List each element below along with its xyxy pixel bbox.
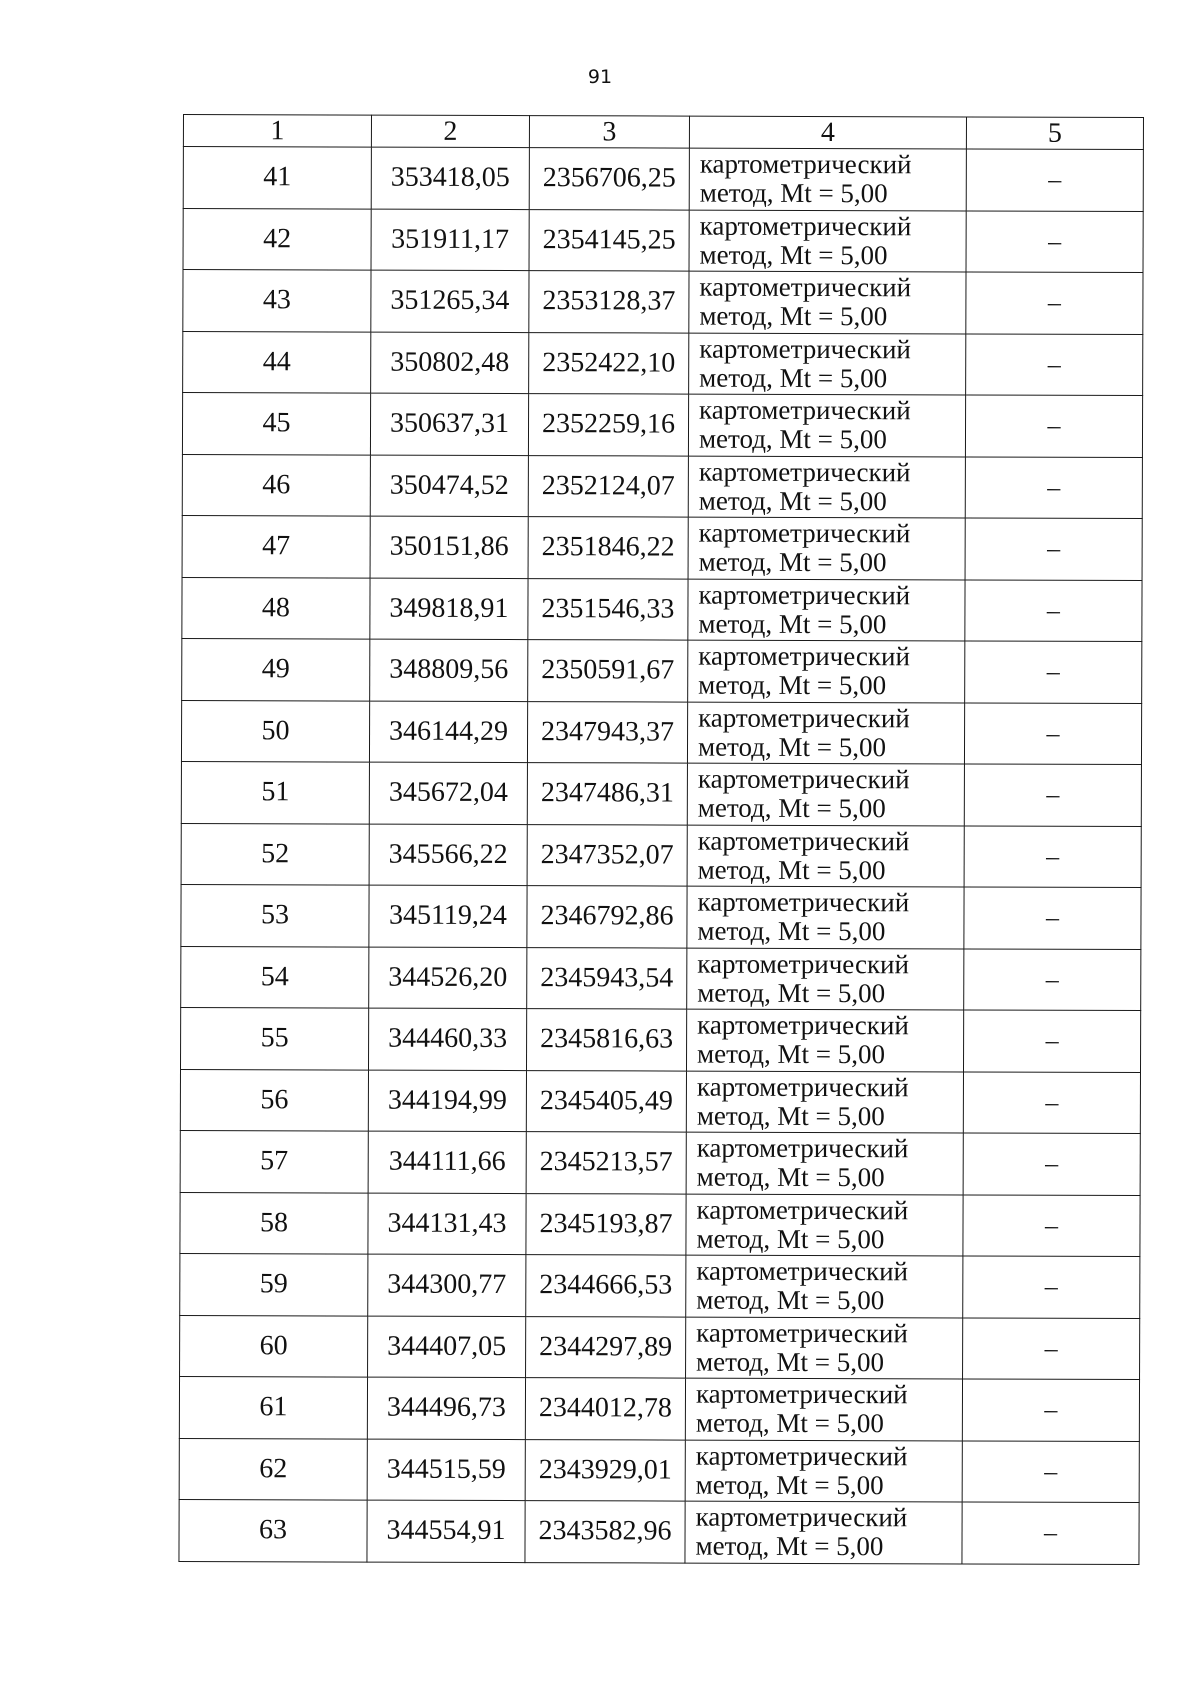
method-text-line2: метод, Mt = 5,00 xyxy=(695,1469,884,1500)
method-text-line1: картометрический xyxy=(697,948,910,980)
method-text-line1: картометрический xyxy=(697,1009,909,1041)
method-text-line2: метод, Mt = 5,00 xyxy=(695,1407,884,1439)
point-number-cell: 47 xyxy=(182,515,370,577)
x-coordinate-cell: 348809,56 xyxy=(370,639,528,701)
method-text-line1: картометрический xyxy=(698,517,911,549)
point-number-cell: 58 xyxy=(180,1192,368,1254)
point-number-cell: 57 xyxy=(180,1130,368,1192)
method-text-line1: картометрический xyxy=(697,763,910,795)
x-coordinate-cell: 344460,33 xyxy=(368,1008,526,1070)
note-cell: – xyxy=(965,456,1142,518)
column-header-2: 2 xyxy=(371,115,529,147)
method-text-line1: картометрический xyxy=(696,1071,909,1103)
method-text-line2: метод, Mt = 5,00 xyxy=(698,608,887,639)
y-coordinate-cell: 2351846,22 xyxy=(528,517,688,579)
x-coordinate-cell: 344407,05 xyxy=(368,1316,526,1378)
y-coordinate-cell: 2352422,10 xyxy=(529,332,689,394)
point-number-cell: 53 xyxy=(181,884,369,946)
method-text-line2: метод, Mt = 5,00 xyxy=(698,546,887,578)
method-text-line2: метод, Mt = 5,00 xyxy=(699,362,888,393)
method-text-line2: метод, Mt = 5,00 xyxy=(698,669,887,701)
y-coordinate-cell: 2345405,49 xyxy=(526,1070,686,1132)
table-row xyxy=(183,331,1143,396)
y-coordinate-cell: 2344666,53 xyxy=(526,1255,686,1317)
x-coordinate-cell: 353418,05 xyxy=(371,147,529,209)
point-number-cell: 41 xyxy=(183,147,371,209)
y-coordinate-cell: 2346792,86 xyxy=(527,886,687,948)
method-cell xyxy=(686,1194,963,1256)
y-coordinate-cell: 2343929,01 xyxy=(525,1439,685,1501)
method-cell xyxy=(688,394,965,456)
point-number-cell: 60 xyxy=(180,1315,368,1377)
note-cell: – xyxy=(964,887,1141,949)
method-text-line2: метод, Mt = 5,00 xyxy=(699,300,888,332)
table-row xyxy=(179,1438,1139,1503)
note-cell: – xyxy=(965,641,1142,703)
method-cell xyxy=(687,948,964,1010)
method-text-line1: картометрический xyxy=(696,1255,909,1287)
method-text-line2: метод, Mt = 5,00 xyxy=(697,792,886,824)
method-cell xyxy=(687,763,964,825)
x-coordinate-cell: 350474,52 xyxy=(370,455,528,517)
y-coordinate-cell: 2344297,89 xyxy=(526,1316,686,1378)
y-coordinate-cell: 2356706,25 xyxy=(529,148,689,210)
note-cell: – xyxy=(966,210,1143,272)
method-text-line1: картометрический xyxy=(696,1194,909,1226)
y-coordinate-cell: 2347943,37 xyxy=(527,701,687,763)
table-row xyxy=(182,577,1142,642)
method-text-line2: метод, Mt = 5,00 xyxy=(696,1100,885,1131)
method-text-line2: метод, Mt = 5,00 xyxy=(699,177,888,209)
table-row xyxy=(183,147,1143,212)
point-number-cell: 43 xyxy=(183,270,371,332)
point-number-cell: 54 xyxy=(181,946,369,1008)
note-cell: – xyxy=(962,1379,1139,1441)
method-text-line2: метод, Mt = 5,00 xyxy=(699,239,888,270)
method-cell xyxy=(688,579,965,641)
table-row xyxy=(181,946,1141,1011)
note-cell: – xyxy=(962,1440,1139,1502)
table-row xyxy=(181,884,1141,949)
x-coordinate-cell: 344194,99 xyxy=(368,1070,526,1132)
note-cell: – xyxy=(964,948,1141,1010)
method-text-line1: картометрический xyxy=(695,1378,908,1410)
y-coordinate-cell: 2352259,16 xyxy=(528,394,688,456)
method-text-line2: метод, Mt = 5,00 xyxy=(698,423,887,455)
method-cell xyxy=(688,517,965,579)
x-coordinate-cell: 345672,04 xyxy=(369,762,527,824)
y-coordinate-cell: 2354145,25 xyxy=(529,209,689,271)
method-text-line2: метод, Mt = 5,00 xyxy=(696,1223,885,1254)
method-text-line1: картометрический xyxy=(695,1501,908,1533)
method-text-line2: метод, Mt = 5,00 xyxy=(696,1346,885,1377)
method-cell xyxy=(688,640,965,702)
table-row xyxy=(182,515,1142,580)
method-text-line1: картометрический xyxy=(698,702,910,734)
method-cell xyxy=(686,1255,963,1317)
table-row xyxy=(180,1069,1140,1134)
method-text-line1: картометрический xyxy=(697,886,910,918)
coordinates-table xyxy=(178,114,1144,1565)
x-coordinate-cell: 350637,31 xyxy=(370,393,528,455)
column-header-1: 1 xyxy=(183,115,371,148)
note-cell: – xyxy=(963,1010,1140,1072)
x-coordinate-cell: 344131,43 xyxy=(368,1193,526,1255)
method-text-line1: картометрический xyxy=(699,271,912,303)
method-text-line1: картометрический xyxy=(697,825,910,857)
column-header-5: 5 xyxy=(966,117,1143,150)
method-text-line2: метод, Mt = 5,00 xyxy=(696,1284,885,1316)
x-coordinate-cell: 351911,17 xyxy=(371,209,529,271)
method-text-line2: метод, Mt = 5,00 xyxy=(697,854,886,885)
note-cell: – xyxy=(966,333,1143,395)
table-row xyxy=(181,761,1141,826)
method-text-line2: метод, Mt = 5,00 xyxy=(697,731,887,762)
table-row xyxy=(179,1376,1139,1441)
method-cell xyxy=(687,702,964,764)
y-coordinate-cell: 2352124,07 xyxy=(528,455,688,517)
note-cell: – xyxy=(965,579,1142,641)
table-row xyxy=(182,638,1142,703)
table-row xyxy=(181,823,1141,888)
point-number-cell: 62 xyxy=(179,1438,367,1500)
method-cell xyxy=(689,271,966,333)
column-header-4: 4 xyxy=(689,116,966,149)
method-text-line1: картометрический xyxy=(699,148,912,180)
method-cell xyxy=(689,333,966,395)
note-cell: – xyxy=(963,1133,1140,1195)
method-text-line1: картометрический xyxy=(699,333,911,365)
table-row xyxy=(180,1315,1140,1380)
note-cell: – xyxy=(962,1502,1139,1564)
x-coordinate-cell: 344515,59 xyxy=(367,1439,525,1501)
x-coordinate-cell: 344111,66 xyxy=(368,1131,526,1193)
column-header-3: 3 xyxy=(529,116,689,149)
point-number-cell: 45 xyxy=(182,393,370,455)
y-coordinate-cell: 2350591,67 xyxy=(528,640,688,702)
note-cell: – xyxy=(964,825,1141,887)
method-cell xyxy=(686,1132,963,1194)
point-number-cell: 42 xyxy=(183,208,371,270)
y-coordinate-cell: 2345816,63 xyxy=(526,1009,686,1071)
table-row xyxy=(182,393,1142,458)
note-cell: – xyxy=(964,702,1141,764)
method-text-line1: картометрический xyxy=(698,640,911,672)
method-text-line2: метод, Mt = 5,00 xyxy=(695,1530,884,1562)
table-row xyxy=(183,208,1143,273)
x-coordinate-cell: 345566,22 xyxy=(369,824,527,886)
y-coordinate-cell: 2351546,33 xyxy=(528,578,688,640)
y-coordinate-cell: 2347486,31 xyxy=(527,763,687,825)
y-coordinate-cell: 2344012,78 xyxy=(525,1378,685,1440)
method-text-line2: метод, Mt = 5,00 xyxy=(697,915,886,947)
method-cell xyxy=(687,886,964,948)
method-cell xyxy=(685,1378,962,1440)
method-cell xyxy=(689,210,966,272)
table-row xyxy=(180,1192,1140,1257)
note-cell: – xyxy=(965,395,1142,457)
note-cell: – xyxy=(966,149,1143,211)
y-coordinate-cell: 2345193,87 xyxy=(526,1193,686,1255)
point-number-cell: 51 xyxy=(181,761,369,823)
method-text-line1: картометрический xyxy=(696,1132,909,1164)
note-cell: – xyxy=(964,764,1141,826)
method-cell xyxy=(688,456,965,518)
method-cell xyxy=(685,1440,962,1502)
table-header xyxy=(183,115,1143,150)
point-number-cell: 56 xyxy=(180,1069,368,1131)
y-coordinate-cell: 2347352,07 xyxy=(527,824,687,886)
table-row xyxy=(181,700,1141,765)
method-text-line1: картометрический xyxy=(698,579,911,611)
method-cell xyxy=(686,1071,963,1133)
note-cell: – xyxy=(966,272,1143,334)
x-coordinate-cell: 344526,20 xyxy=(369,947,527,1009)
x-coordinate-cell: 344300,77 xyxy=(368,1254,526,1316)
y-coordinate-cell: 2353128,37 xyxy=(529,271,689,333)
method-text-line2: метод, Mt = 5,00 xyxy=(697,1038,886,1070)
table-row xyxy=(182,454,1142,519)
method-text-line2: метод, Mt = 5,00 xyxy=(696,1161,885,1193)
method-cell xyxy=(687,825,964,887)
table-row xyxy=(179,1499,1139,1564)
method-text-line2: метод, Mt = 5,00 xyxy=(697,977,886,1008)
point-number-cell: 55 xyxy=(180,1007,368,1069)
method-cell xyxy=(685,1501,962,1563)
method-text-line1: картометрический xyxy=(699,210,912,242)
table-row xyxy=(180,1007,1140,1072)
table-row xyxy=(180,1253,1140,1318)
point-number-cell: 59 xyxy=(180,1253,368,1315)
point-number-cell: 63 xyxy=(179,1499,367,1561)
point-number-cell: 46 xyxy=(182,454,370,516)
method-cell xyxy=(689,148,966,210)
x-coordinate-cell: 350151,86 xyxy=(370,516,528,578)
method-text-line1: картометрический xyxy=(698,456,911,488)
point-number-cell: 50 xyxy=(181,700,369,762)
y-coordinate-cell: 2345213,57 xyxy=(526,1132,686,1194)
method-text-line2: метод, Mt = 5,00 xyxy=(698,485,887,516)
y-coordinate-cell: 2343582,96 xyxy=(525,1501,685,1563)
method-cell xyxy=(686,1009,963,1071)
x-coordinate-cell: 344496,73 xyxy=(367,1377,525,1439)
note-cell: – xyxy=(963,1194,1140,1256)
x-coordinate-cell: 346144,29 xyxy=(369,701,527,763)
y-coordinate-cell: 2345943,54 xyxy=(527,947,687,1009)
method-text-line1: картометрический xyxy=(695,1440,908,1472)
page-number: 91 xyxy=(587,66,613,88)
table-row xyxy=(180,1130,1140,1195)
point-number-cell: 44 xyxy=(183,331,371,393)
header-row xyxy=(183,115,1143,150)
note-cell: – xyxy=(963,1071,1140,1133)
method-text-line1: картометрический xyxy=(699,394,911,426)
method-text-line1: картометрический xyxy=(696,1317,908,1349)
note-cell: – xyxy=(963,1256,1140,1318)
point-number-cell: 61 xyxy=(179,1376,367,1438)
note-cell: – xyxy=(963,1317,1140,1379)
table-row xyxy=(183,270,1143,335)
x-coordinate-cell: 350802,48 xyxy=(371,332,529,394)
point-number-cell: 49 xyxy=(182,638,370,700)
note-cell: – xyxy=(965,518,1142,580)
x-coordinate-cell: 351265,34 xyxy=(371,270,529,332)
table-body xyxy=(179,147,1143,1565)
x-coordinate-cell: 344554,91 xyxy=(367,1500,525,1562)
x-coordinate-cell: 349818,91 xyxy=(370,578,528,640)
x-coordinate-cell: 345119,24 xyxy=(369,885,527,947)
point-number-cell: 48 xyxy=(182,577,370,639)
method-cell xyxy=(686,1317,963,1379)
point-number-cell: 52 xyxy=(181,823,369,885)
